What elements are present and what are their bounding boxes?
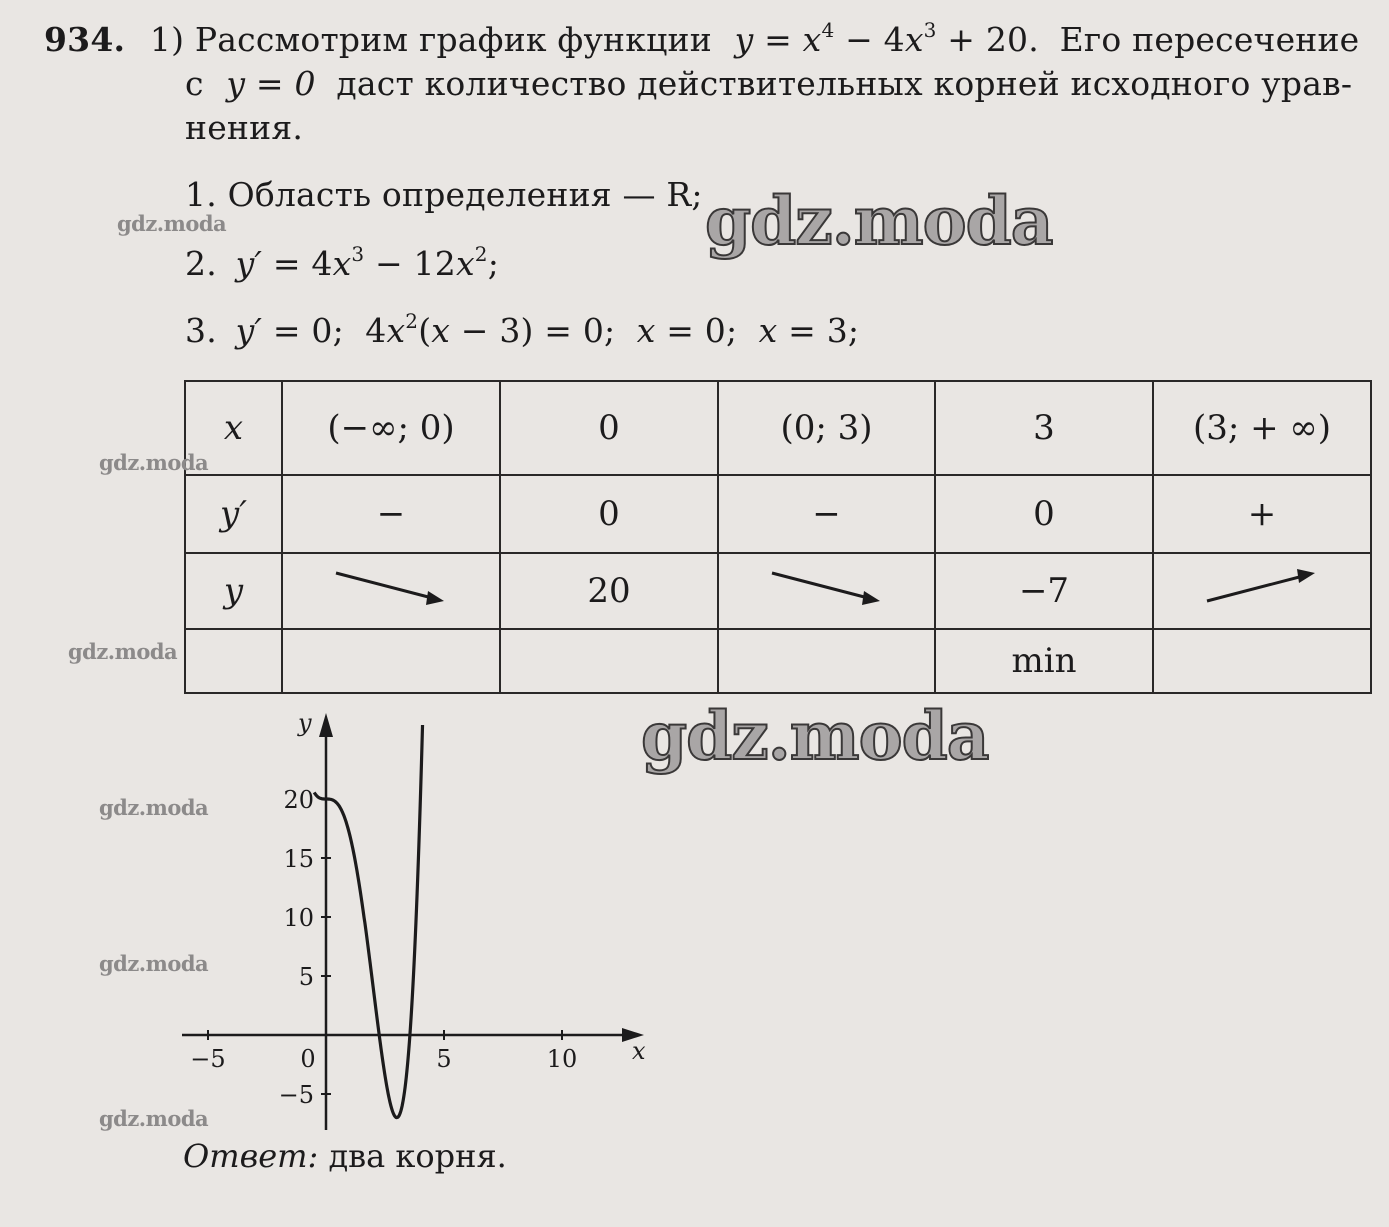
answer-line bbox=[183, 1137, 507, 1175]
table-row-x bbox=[185, 381, 1371, 475]
cell-dy-1: − bbox=[282, 475, 500, 553]
table-row-extremum bbox=[185, 629, 1371, 693]
watermark-large: gdz.moda bbox=[705, 182, 1053, 260]
problem-part: 1) bbox=[149, 20, 185, 59]
step-3-number: 3. bbox=[185, 311, 217, 350]
y-tick-label: 5 bbox=[298, 963, 314, 991]
watermark-large: gdz.moda bbox=[641, 697, 989, 775]
table-row-y bbox=[185, 553, 1371, 629]
cell-dy-2: 0 bbox=[500, 475, 718, 553]
cell-x-header: x bbox=[185, 381, 282, 475]
cell-dy-3: − bbox=[718, 475, 935, 553]
cell-dy-5: + bbox=[1153, 475, 1371, 553]
cell-ext-1 bbox=[282, 629, 500, 693]
cell-y-5 bbox=[1153, 553, 1371, 629]
step-2-number: 2. bbox=[185, 244, 217, 283]
y-tick-label: −5 bbox=[278, 1081, 314, 1109]
increasing-arrow-icon bbox=[1203, 567, 1321, 607]
decreasing-arrow-icon bbox=[768, 567, 886, 607]
cell-ext-3 bbox=[718, 629, 935, 693]
decreasing-arrow-icon bbox=[332, 567, 450, 607]
line2-equation: y = 0 bbox=[226, 64, 316, 103]
watermark-small: gdz.moda bbox=[117, 211, 227, 236]
intro-prefix: Рассмотрим график функции bbox=[194, 20, 712, 59]
x-tick-label: 10 bbox=[546, 1045, 578, 1073]
answer-text: два корня. bbox=[328, 1137, 507, 1175]
cell-ext-2 bbox=[500, 629, 718, 693]
cell-x-point-0: 0 bbox=[500, 381, 718, 475]
cell-y-3 bbox=[718, 553, 935, 629]
cell-x-interval-2: (0; 3) bbox=[718, 381, 935, 475]
cell-x-interval-1: (−∞; 0) bbox=[282, 381, 500, 475]
problem-number: 934. bbox=[44, 20, 126, 59]
step-3 bbox=[185, 311, 859, 350]
x-tick-label: 0 bbox=[300, 1045, 316, 1073]
cell-ext-min: min bbox=[935, 629, 1153, 693]
cell-y-2: 20 bbox=[500, 553, 718, 629]
step-1: 1. Область определения — R; bbox=[185, 175, 703, 214]
line2-text: даст количество действительных корней исходного урав- bbox=[336, 64, 1353, 103]
y-tick-label: 15 bbox=[283, 845, 314, 873]
line2-c: с bbox=[185, 64, 204, 103]
watermark-small: gdz.moda bbox=[99, 1106, 209, 1131]
cell-x-interval-3: (3; + ∞) bbox=[1153, 381, 1371, 475]
problem-line-1 bbox=[44, 20, 1359, 59]
watermark-small: gdz.moda bbox=[99, 795, 209, 820]
derivative-formula: $y' = 4x^3 - 12x^2$; bbox=[235, 242, 500, 283]
x-tick-label: 5 bbox=[436, 1045, 452, 1073]
cell-y-4: −7 bbox=[935, 553, 1153, 629]
problem-line-2 bbox=[185, 64, 1352, 103]
function-formula: $y = x^4 - 4x^3 + 20$. bbox=[734, 18, 1039, 59]
x-tick-label: −5 bbox=[190, 1045, 226, 1073]
cell-y-header: y bbox=[185, 553, 282, 629]
critical-points-formula: y′ = 0; $4x^2(x - 3) = 0$; x = 0; x = 3; bbox=[235, 309, 860, 350]
watermark-small: gdz.moda bbox=[68, 639, 178, 664]
y-axis-arrow-icon bbox=[319, 713, 333, 737]
watermark-small: gdz.moda bbox=[99, 951, 209, 976]
watermark-small: gdz.moda bbox=[99, 450, 209, 475]
intro-suffix: Его пересечение bbox=[1059, 20, 1360, 59]
function-graph bbox=[160, 705, 660, 1135]
cell-x-point-3: 3 bbox=[935, 381, 1153, 475]
cell-dy-header: y′ bbox=[185, 475, 282, 553]
table-row-derivative bbox=[185, 475, 1371, 553]
y-tick-label: 10 bbox=[283, 904, 314, 932]
cell-y-1 bbox=[282, 553, 500, 629]
sign-table bbox=[184, 380, 1372, 694]
cell-ext-5 bbox=[1153, 629, 1371, 693]
x-axis-label: x bbox=[632, 1037, 646, 1065]
function-curve bbox=[314, 705, 434, 1118]
y-tick-label: 20 bbox=[283, 786, 314, 814]
cell-dy-4: 0 bbox=[935, 475, 1153, 553]
problem-line-3: нения. bbox=[185, 108, 304, 147]
answer-label: Ответ: bbox=[183, 1137, 319, 1175]
cell-ext-0 bbox=[185, 629, 282, 693]
step-2 bbox=[185, 244, 499, 283]
y-axis-label: y bbox=[298, 709, 312, 737]
graph-curve bbox=[314, 705, 434, 1118]
